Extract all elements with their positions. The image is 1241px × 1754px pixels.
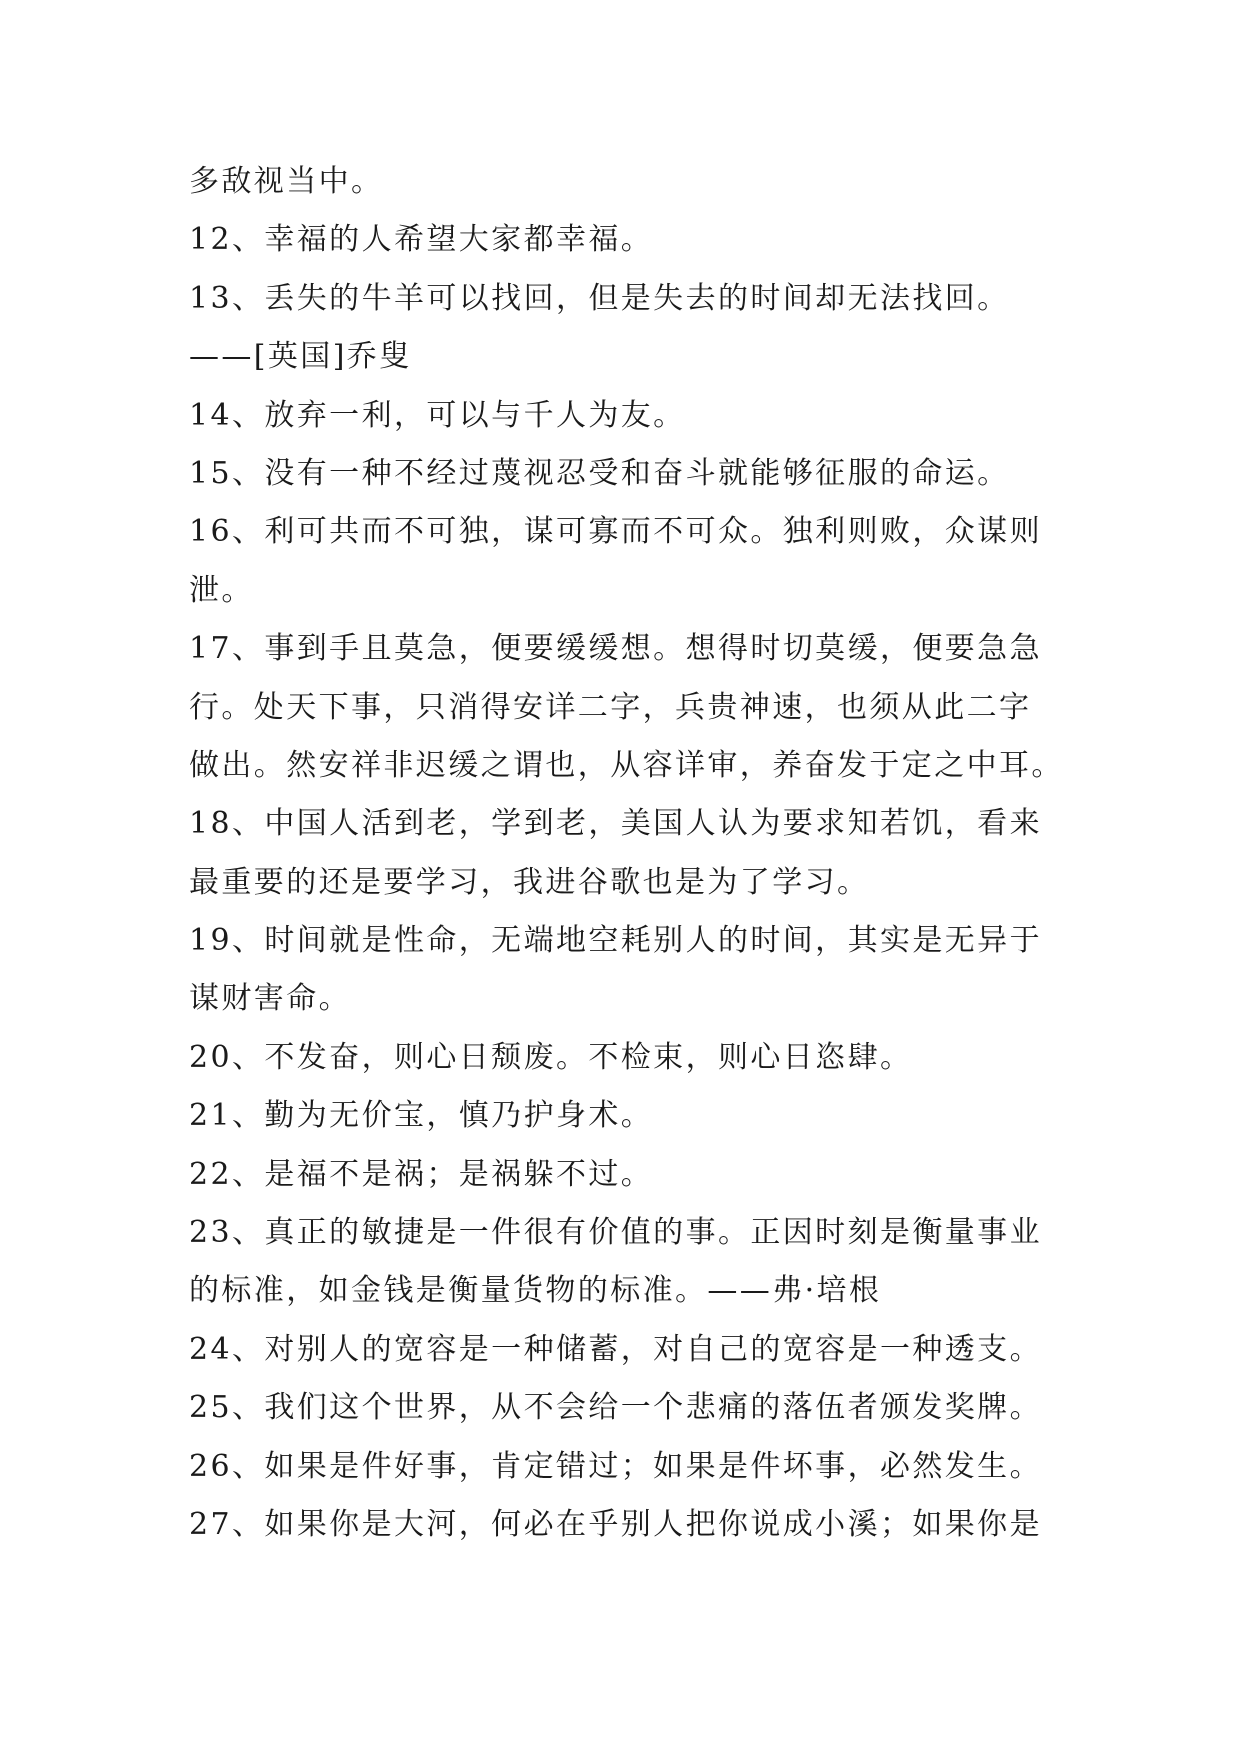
- text-line: 23、真正的敏捷是一件很有价值的事。正因时刻是衡量事业: [189, 1215, 1042, 1251]
- text-line: 12、幸福的人希望大家都幸福。: [189, 222, 654, 258]
- text-line: 19、时间就是性命，无端地空耗别人的时间，其实是无异于: [189, 923, 1042, 959]
- text-line: 做出。然安祥非迟缓之谓也，从容详审，养奋发于定之中耳。: [189, 747, 1064, 783]
- text-line: 26、如果是件好事，肯定错过；如果是件坏事，必然发生。: [189, 1448, 1042, 1484]
- text-line: 多敌视当中。: [189, 164, 384, 199]
- text-line: 14、放弃一利，可以与千人为友。: [189, 397, 686, 433]
- text-line: 27、如果你是大河，何必在乎别人把你说成小溪；如果你是: [189, 1506, 1042, 1542]
- text-line: ——[英国]乔叟: [189, 339, 412, 375]
- text-line: 行。处天下事，只消得安详二字，兵贵神速，也须从此二字: [189, 689, 1032, 725]
- text-line: 20、不发奋，则心日颓废。不检束，则心日恣肆。: [189, 1039, 913, 1075]
- text-line: 最重要的还是要学习，我进谷歌也是为了学习。: [189, 864, 870, 900]
- text-line: 16、利可共而不可独，谋可寡而不可众。独利则败，众谋则: [189, 514, 1042, 550]
- text-line: 21、勤为无价宝，慎乃护身术。: [189, 1098, 654, 1134]
- text-line: 24、对别人的宽容是一种储蓄，对自己的宽容是一种透支。: [189, 1331, 1042, 1367]
- text-line: 泄。: [189, 572, 254, 608]
- text-line: 15、没有一种不经过蔑视忍受和奋斗就能够征服的命运。: [189, 455, 1010, 491]
- text-line: 17、事到手且莫急，便要缓缓想。想得时切莫缓，便要急急: [189, 631, 1042, 667]
- text-line: 25、我们这个世界，从不会给一个悲痛的落伍者颁发奖牌。: [189, 1390, 1042, 1426]
- text-line: 18、中国人活到老，学到老，美国人认为要求知若饥，看来: [189, 806, 1042, 842]
- text-line: 谋财害命。: [189, 981, 351, 1017]
- body-text: [189, 153, 1089, 1554]
- text-line: 22、是福不是祸；是祸躲不过。: [189, 1156, 654, 1192]
- text-line: 13、丢失的牛羊可以找回，但是失去的时间却无法找回。: [189, 280, 1010, 316]
- text-line: 的标准，如金钱是衡量货物的标准。——弗·培根: [189, 1273, 882, 1309]
